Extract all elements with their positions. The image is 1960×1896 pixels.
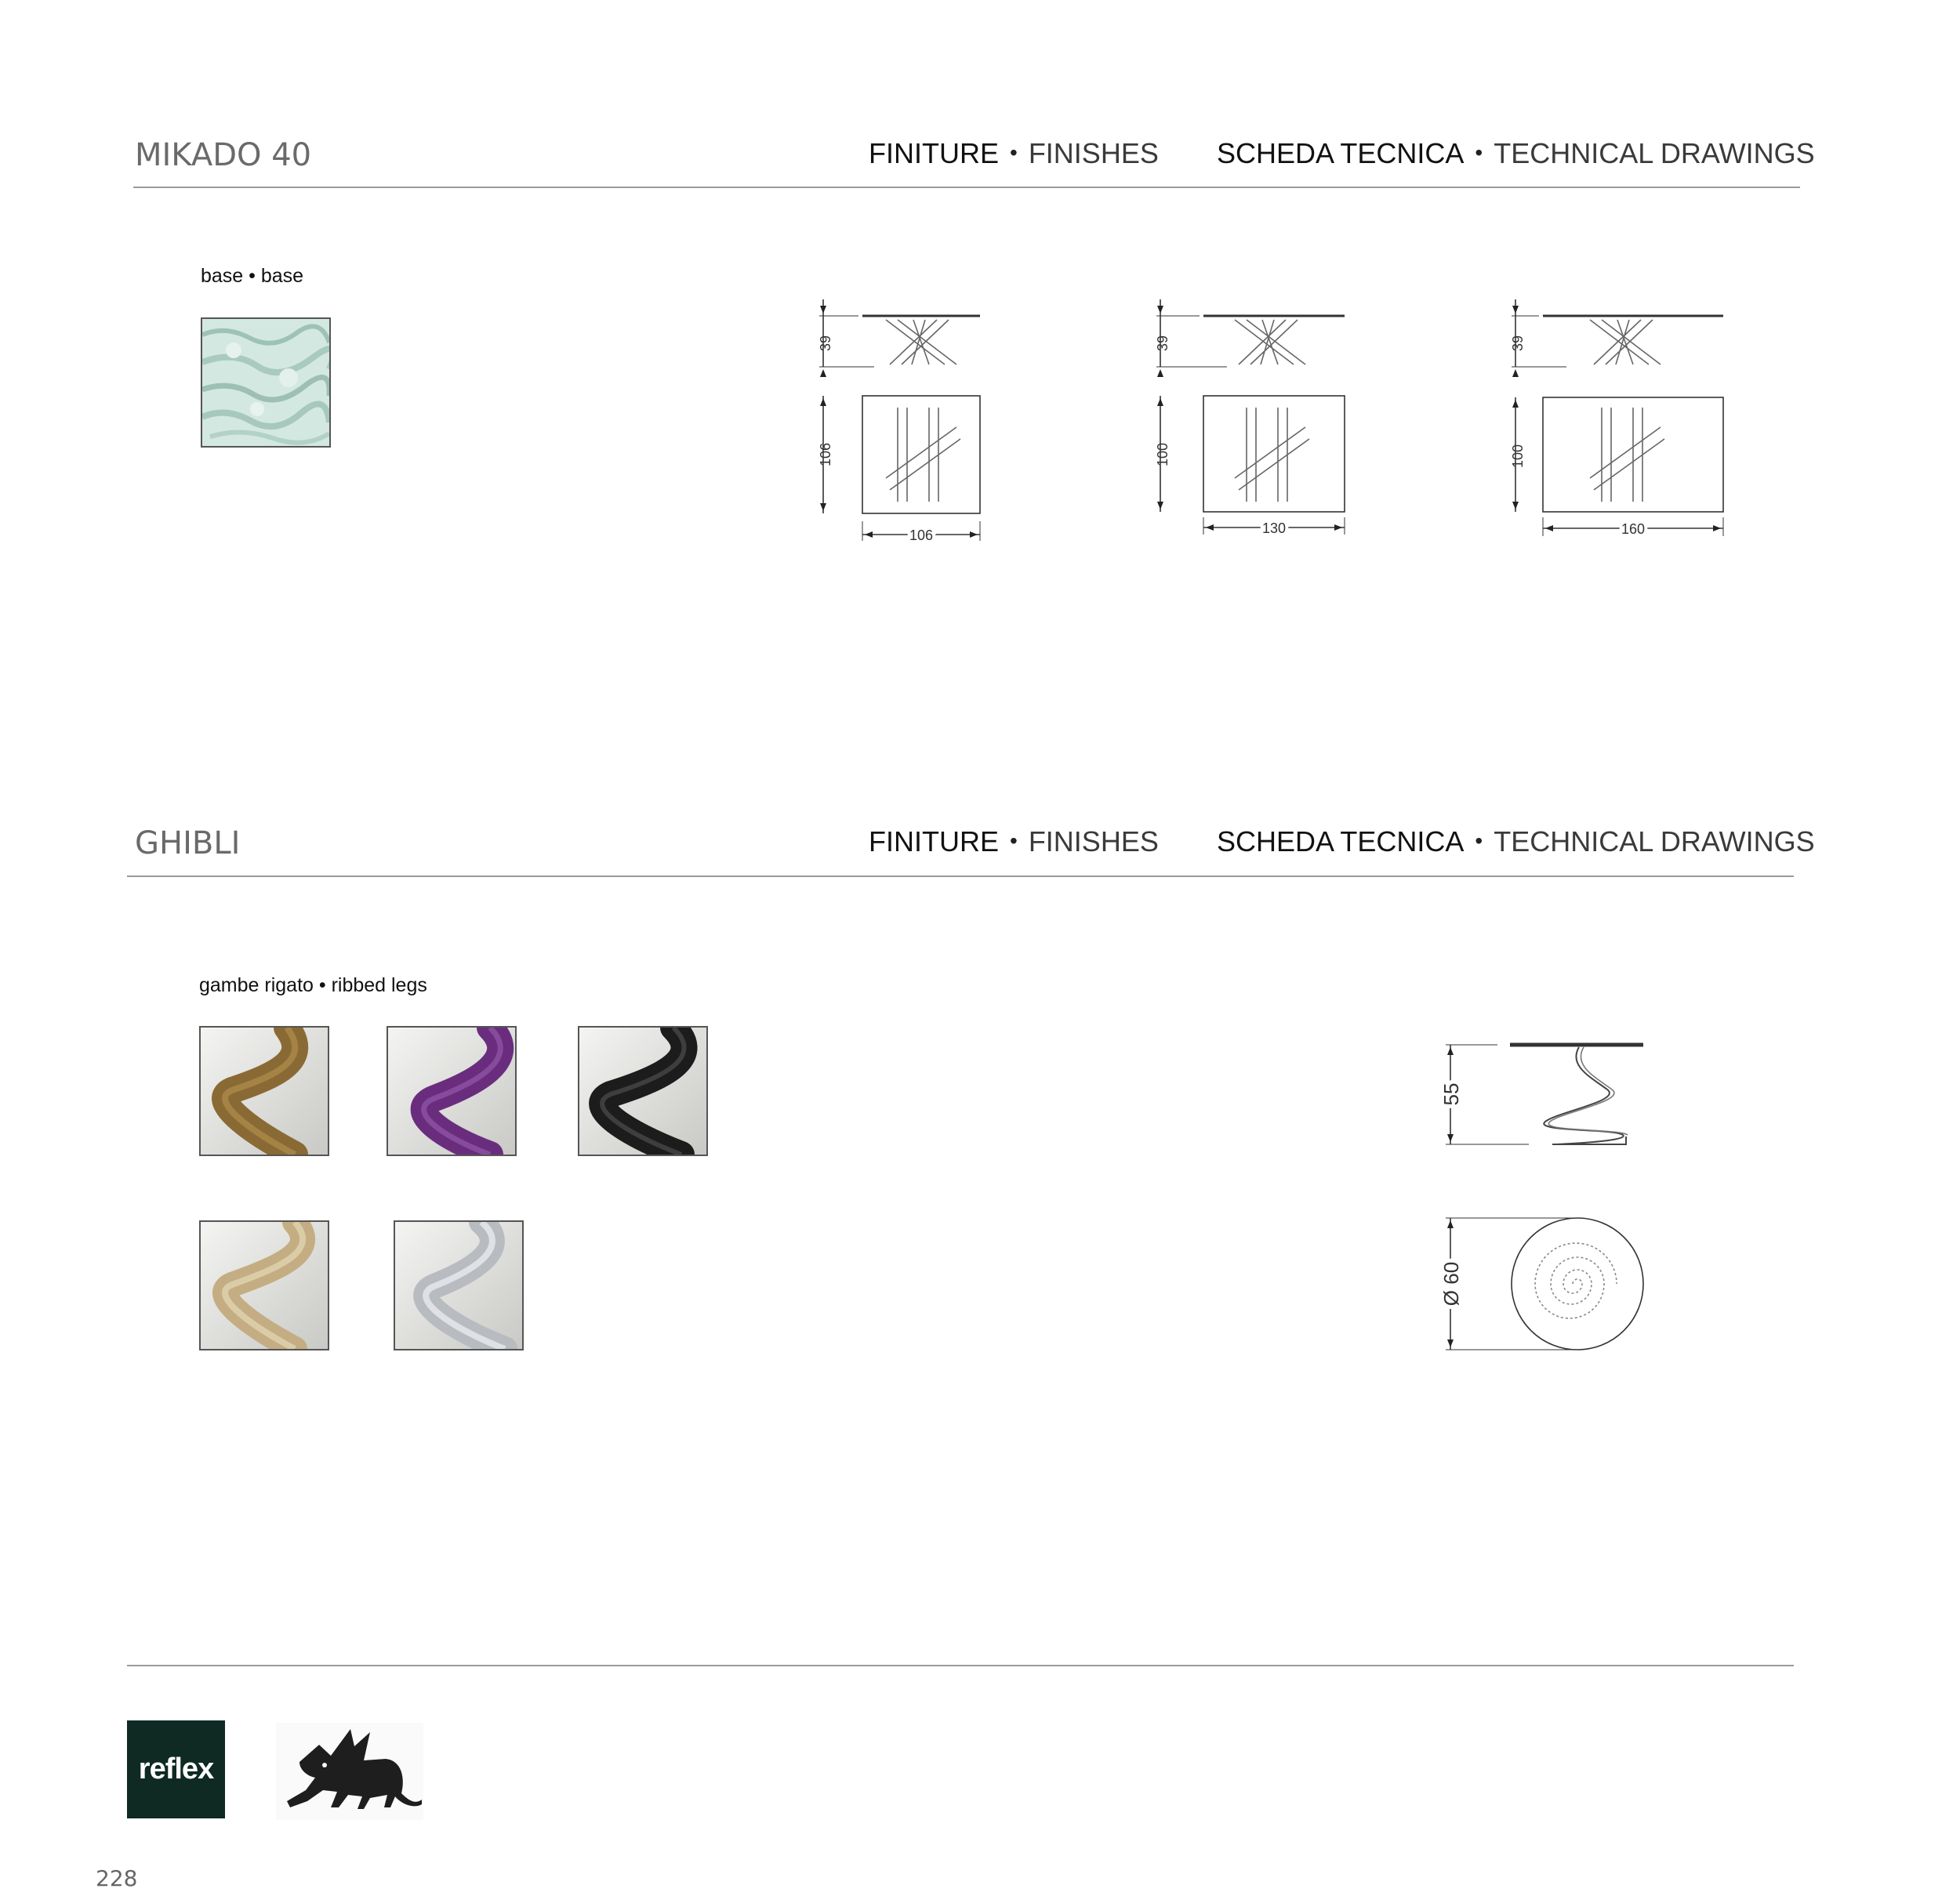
dimension-width: 106	[909, 527, 934, 543]
finish-swatch-purple[interactable]	[387, 1026, 517, 1156]
technical-drawing-106	[811, 290, 988, 549]
finishes-heading: FINITURE • FINISHES	[869, 137, 1159, 169]
technical-drawing-ghibli	[1435, 1035, 1654, 1364]
dimension-height: 39	[818, 335, 833, 352]
dimension-height: 39	[1155, 335, 1171, 352]
technical-drawing-160	[1504, 290, 1731, 549]
spiral-leg-purple-icon	[388, 1028, 515, 1155]
winged-lion-emblem-icon	[276, 1723, 423, 1820]
dimension-depth: 100	[1510, 444, 1526, 469]
section-divider	[127, 875, 1794, 877]
technical-heading: SCHEDA TECNICA • TECHNICAL DRAWINGS	[1217, 137, 1815, 169]
spiral-leg-silver-icon	[395, 1222, 522, 1349]
finish-swatch-bronze[interactable]	[199, 1026, 329, 1156]
product-title-mikado: MIKADO 40	[135, 137, 312, 173]
technical-drawing-130	[1149, 290, 1352, 549]
finish-caption: gambe rigato • ribbed legs	[199, 974, 427, 996]
technical-heading: SCHEDA TECNICA • TECHNICAL DRAWINGS	[1217, 825, 1815, 857]
finishes-heading: FINITURE • FINISHES	[869, 825, 1159, 857]
finish-swatch-black[interactable]	[578, 1026, 708, 1156]
finish-swatch-champagne[interactable]	[199, 1220, 329, 1350]
finish-swatch-marble[interactable]	[201, 317, 331, 448]
dimension-diameter: Ø 60	[1439, 1261, 1463, 1307]
product-title-ghibli: GHIBLI	[135, 825, 241, 861]
footer-divider	[127, 1665, 1794, 1666]
dimension-width: 160	[1621, 521, 1646, 537]
dimension-depth: 100	[1155, 442, 1171, 467]
spiral-leg-champagne-icon	[201, 1222, 328, 1349]
reflex-logo	[127, 1720, 225, 1818]
dimension-width: 130	[1261, 520, 1287, 536]
page-number: 228	[96, 1865, 138, 1891]
dimension-height: 55	[1439, 1082, 1463, 1106]
dimension-depth: 106	[818, 442, 833, 467]
finish-caption: base • base	[201, 265, 304, 287]
section-divider	[133, 187, 1800, 188]
spiral-leg-bronze-icon	[201, 1028, 328, 1155]
spiral-leg-black-icon	[579, 1028, 706, 1155]
reflex-logo-text: reflex	[138, 1753, 214, 1785]
dimension-height: 39	[1510, 335, 1526, 352]
marble-texture-icon	[202, 319, 329, 446]
finish-swatch-silver[interactable]	[394, 1220, 524, 1350]
